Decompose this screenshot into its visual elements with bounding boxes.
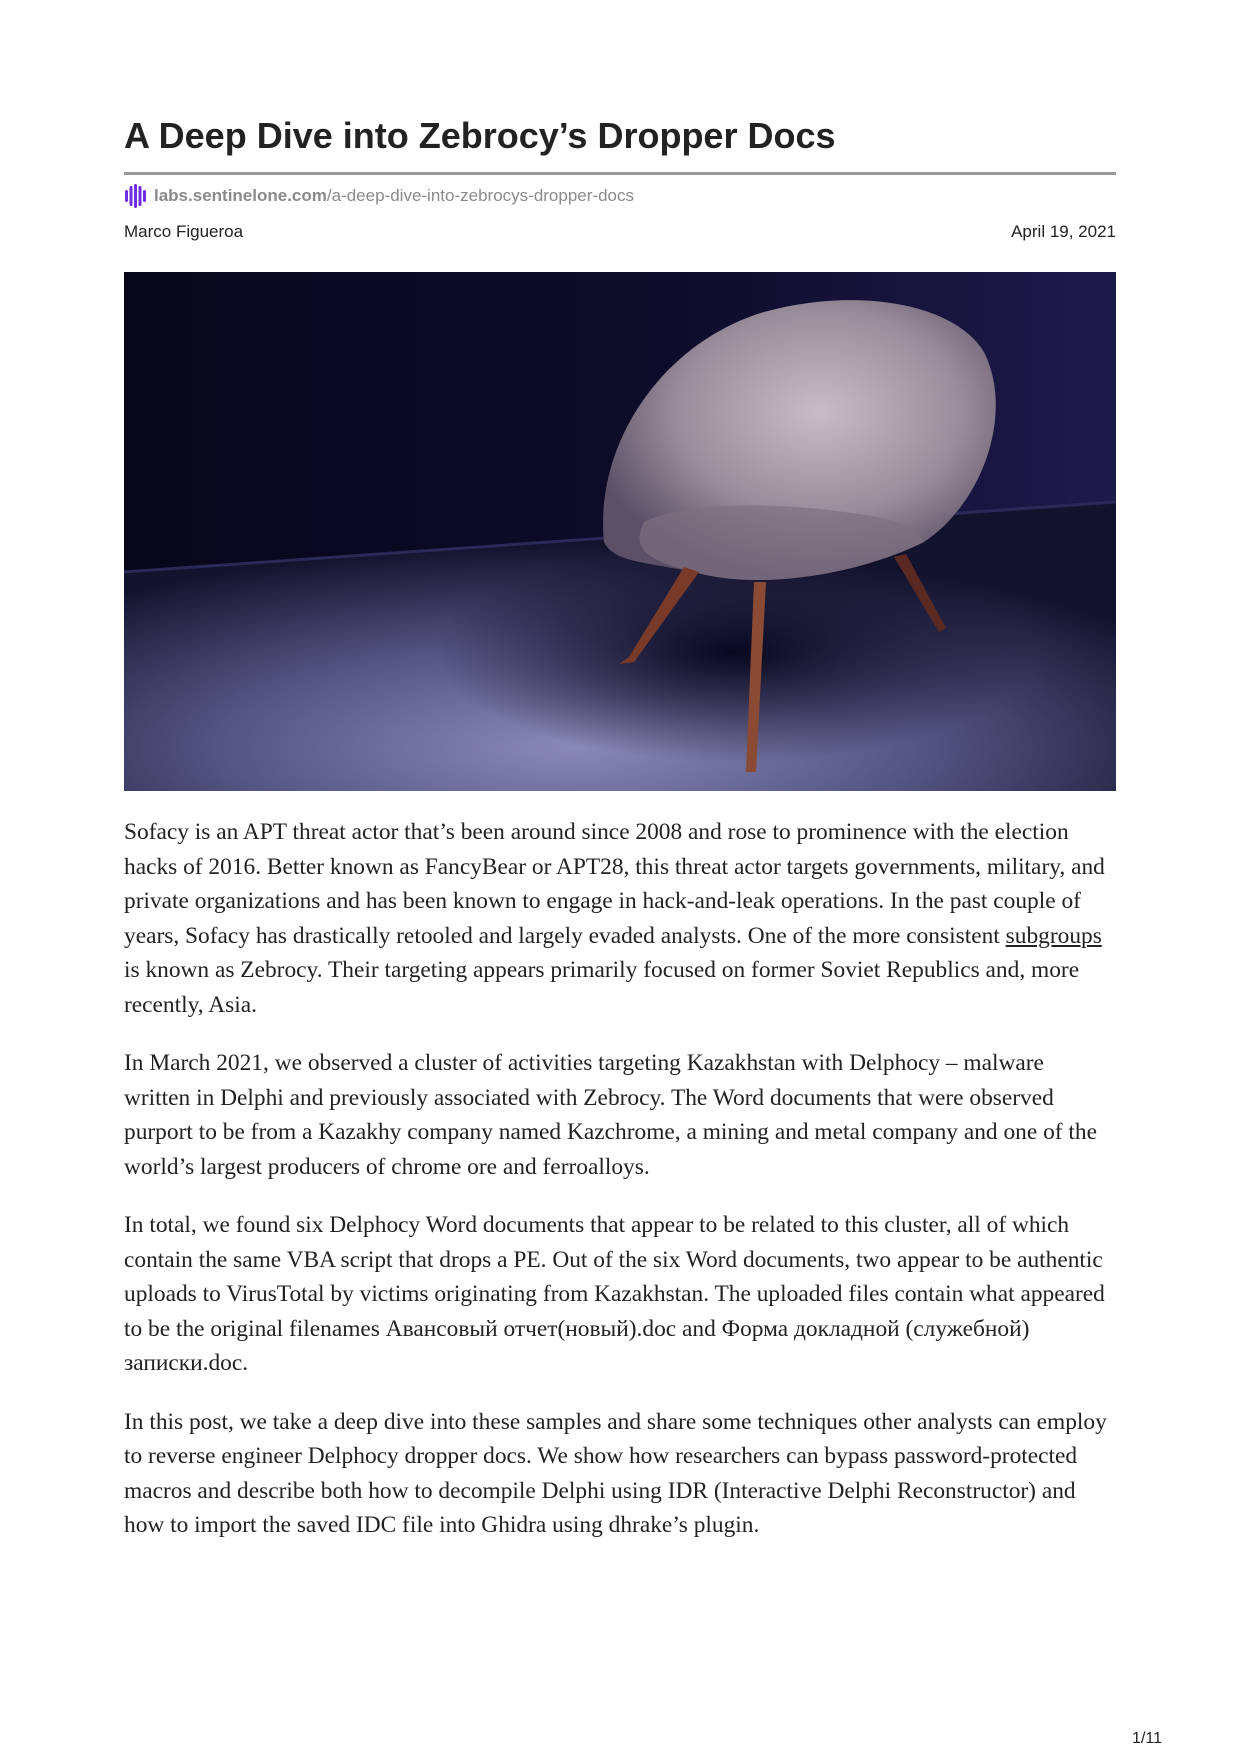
source-path: /a-deep-dive-into-zebrocys-dropper-docs — [326, 186, 634, 205]
hero-image — [124, 272, 1116, 791]
paragraph-3: In total, we found six Delphocy Word documents that appear to be related to this cluster, all of which contain the same VBA script that drops a PE. Out of the six Word documents, two appear to be authentic uploads to VirusTotal by victims originating from Kazakhstan. The uploaded files contain what appeared to be the original filenames Авансовый отчет(новый).doc and Форма докладной (служебной) записки.doc. — [124, 1212, 1105, 1376]
paragraph-2: In March 2021, we observed a cluster of activities targeting Kazakhstan with Delphocy – malware written in Delphi and previously associated with Zebrocy. The Word documents that were observed purport to be from a Kazakhy company named Kazchrome, a mining and metal company and one of the world’s largest producers of chrome ore and ferroalloys. — [124, 1050, 1097, 1180]
source-domain: labs.sentinelone.com — [154, 186, 327, 205]
paragraph-4: In this post, we take a deep dive into these samples and share some techniques other analysts can employ to reverse engineer Delphocy dropper docs. We show how researchers can bypass password-protected macros and describe both how to decompile Delphi using IDR (Interactive Delphi Reconstructor) and how to import the saved IDC file into Ghidra using dhrake’s plugin. — [124, 1408, 1107, 1538]
article-body — [124, 815, 1116, 1567]
paragraph-1-text-after: is known as Zebrocy. Their targeting appears primarily focused on former Soviet Republics and, more recently, Asia. — [124, 957, 1080, 1018]
chair-photo — [124, 272, 1116, 791]
article-title: A Deep Dive into Zebrocy’s Dropper Docs — [124, 115, 836, 156]
sentinelone-logo-icon — [124, 184, 146, 208]
title-divider — [124, 172, 1116, 175]
paragraph-1-text-before: Sofacy is an APT threat actor that’s been around since 2008 and rose to prominence with the election hacks of 2016. Better known as FancyBear or APT28, this threat actor targets governments, military, and private organizations and has been known to engage in hack-and-leak operations. In the past couple of years, Sofacy has drastically retooled and largely evaded analysts. One of the more consistent — [124, 819, 1105, 949]
author-name: Marco Figueroa — [124, 222, 244, 241]
byline — [124, 222, 1116, 246]
source-link[interactable] — [124, 183, 634, 209]
subgroups-link[interactable]: subgroups — [1005, 922, 1102, 949]
page-number: 1/11 — [1132, 1730, 1162, 1747]
publish-date: April 19, 2021 — [1011, 222, 1116, 241]
paragraph-1 — [124, 815, 1116, 1022]
